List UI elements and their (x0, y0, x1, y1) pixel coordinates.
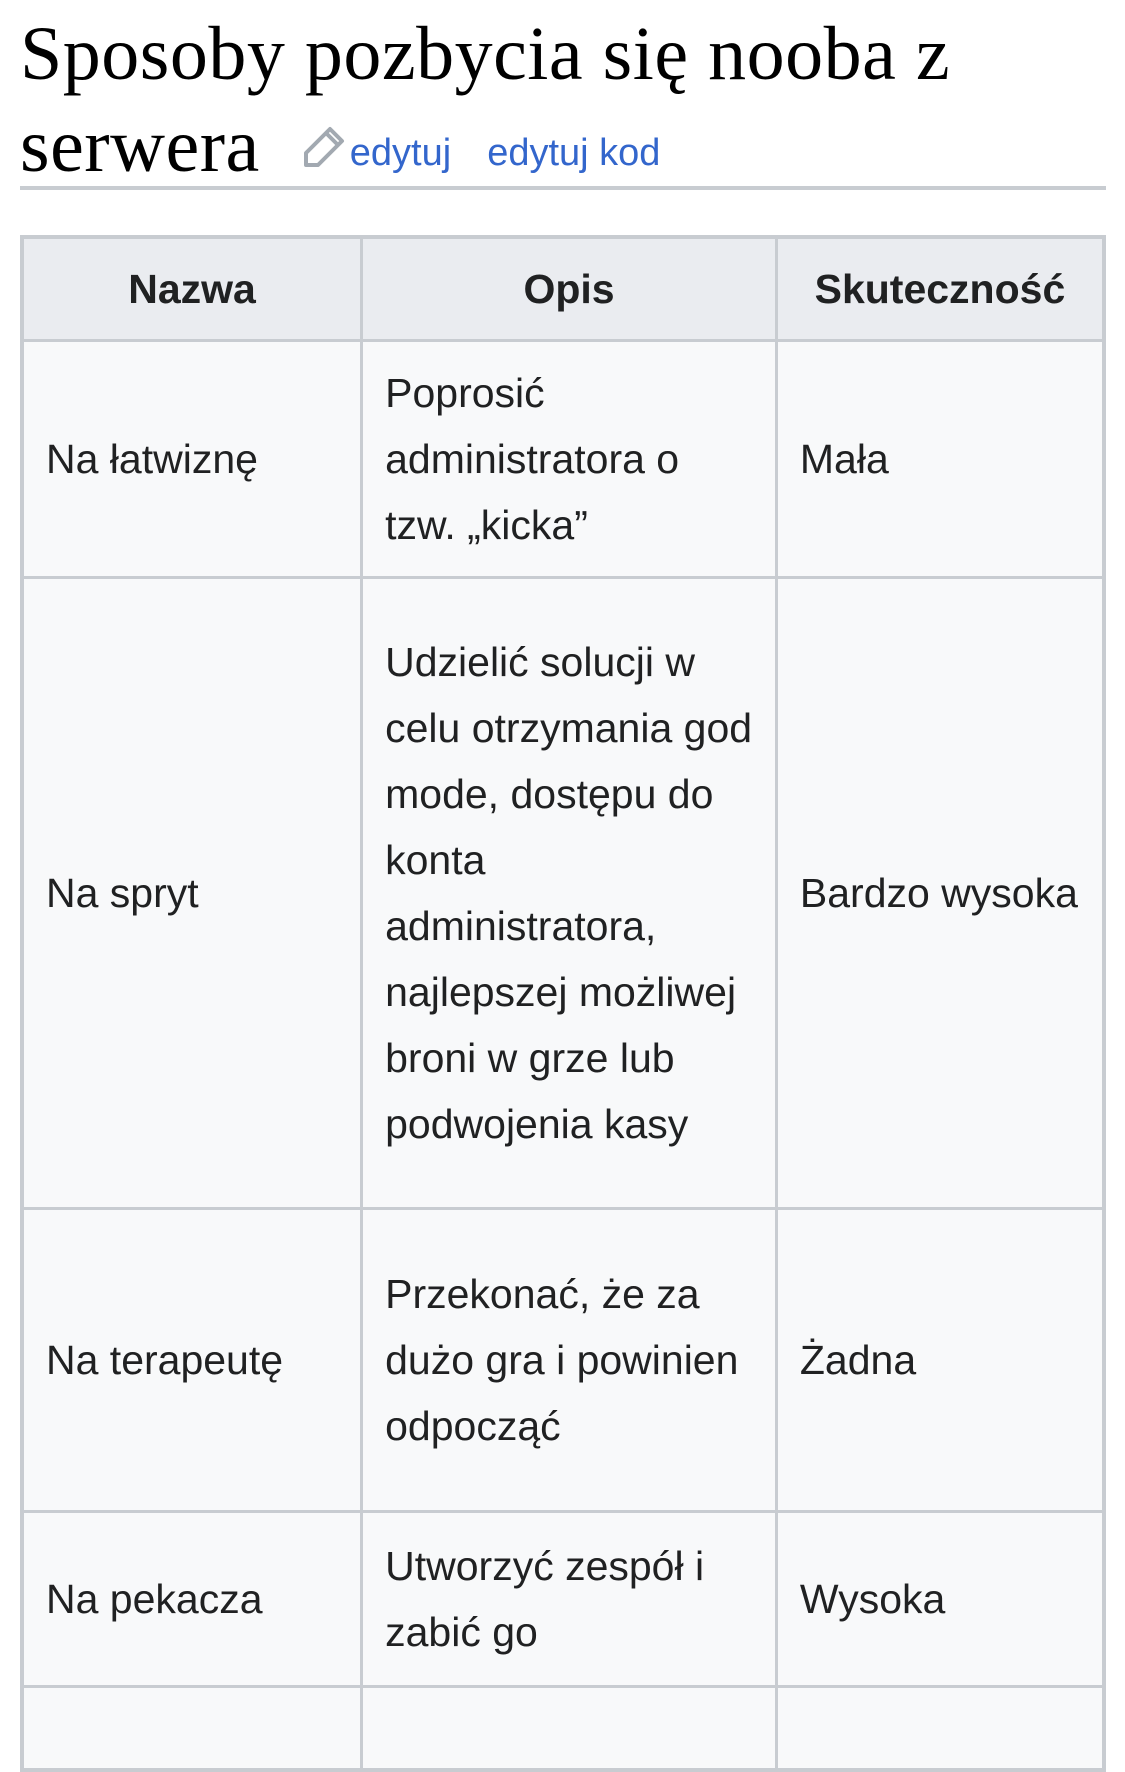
edit-source-link[interactable]: edytuj kod (487, 132, 661, 174)
column-header-effectiveness: Skuteczność (776, 237, 1104, 341)
table-row (22, 1512, 1104, 1687)
cell-description: Poprosić administratora o tzw. „kicka” (362, 341, 777, 578)
cell-name: Na łatwiznę (22, 341, 362, 578)
cell-name (22, 1687, 362, 1771)
table-row (22, 1209, 1104, 1512)
table-row (22, 578, 1104, 1209)
cell-name: Na spryt (22, 578, 362, 1209)
table-row (22, 341, 1104, 578)
edit-links (300, 123, 661, 172)
section-title (20, 8, 1106, 192)
cell-description: Utworzyć zespół i zabić go (362, 1512, 777, 1687)
cell-effectiveness: Wysoka (776, 1512, 1104, 1687)
section-title-text: Sposoby pozbycia się nooba z serwera (20, 12, 951, 188)
cell-effectiveness (776, 1687, 1104, 1771)
column-header-name: Nazwa (22, 237, 362, 341)
cell-description (362, 1687, 777, 1771)
methods-table (20, 235, 1106, 1772)
table-header-row (22, 237, 1104, 341)
cell-name: Na terapeutę (22, 1209, 362, 1512)
cell-description: Udzielić solucji w celu otrzymania god mode, dostępu do konta administratora, najlepszej możliwej broni w grze lub podwojenia kasy (362, 578, 777, 1209)
cell-effectiveness: Mała (776, 341, 1104, 578)
pencil-icon[interactable] (300, 123, 348, 171)
cell-description: Przekonać, że za dużo gra i powinien odpocząć (362, 1209, 777, 1512)
table-row (22, 1687, 1104, 1771)
section-heading (20, 8, 1106, 190)
methods-table-wrapper (20, 235, 1106, 1772)
cell-name: Na pekacza (22, 1512, 362, 1687)
column-header-description: Opis (362, 237, 777, 341)
cell-effectiveness: Bardzo wysoka (776, 578, 1104, 1209)
cell-effectiveness: Żadna (776, 1209, 1104, 1512)
edit-link[interactable]: edytuj (349, 132, 452, 174)
